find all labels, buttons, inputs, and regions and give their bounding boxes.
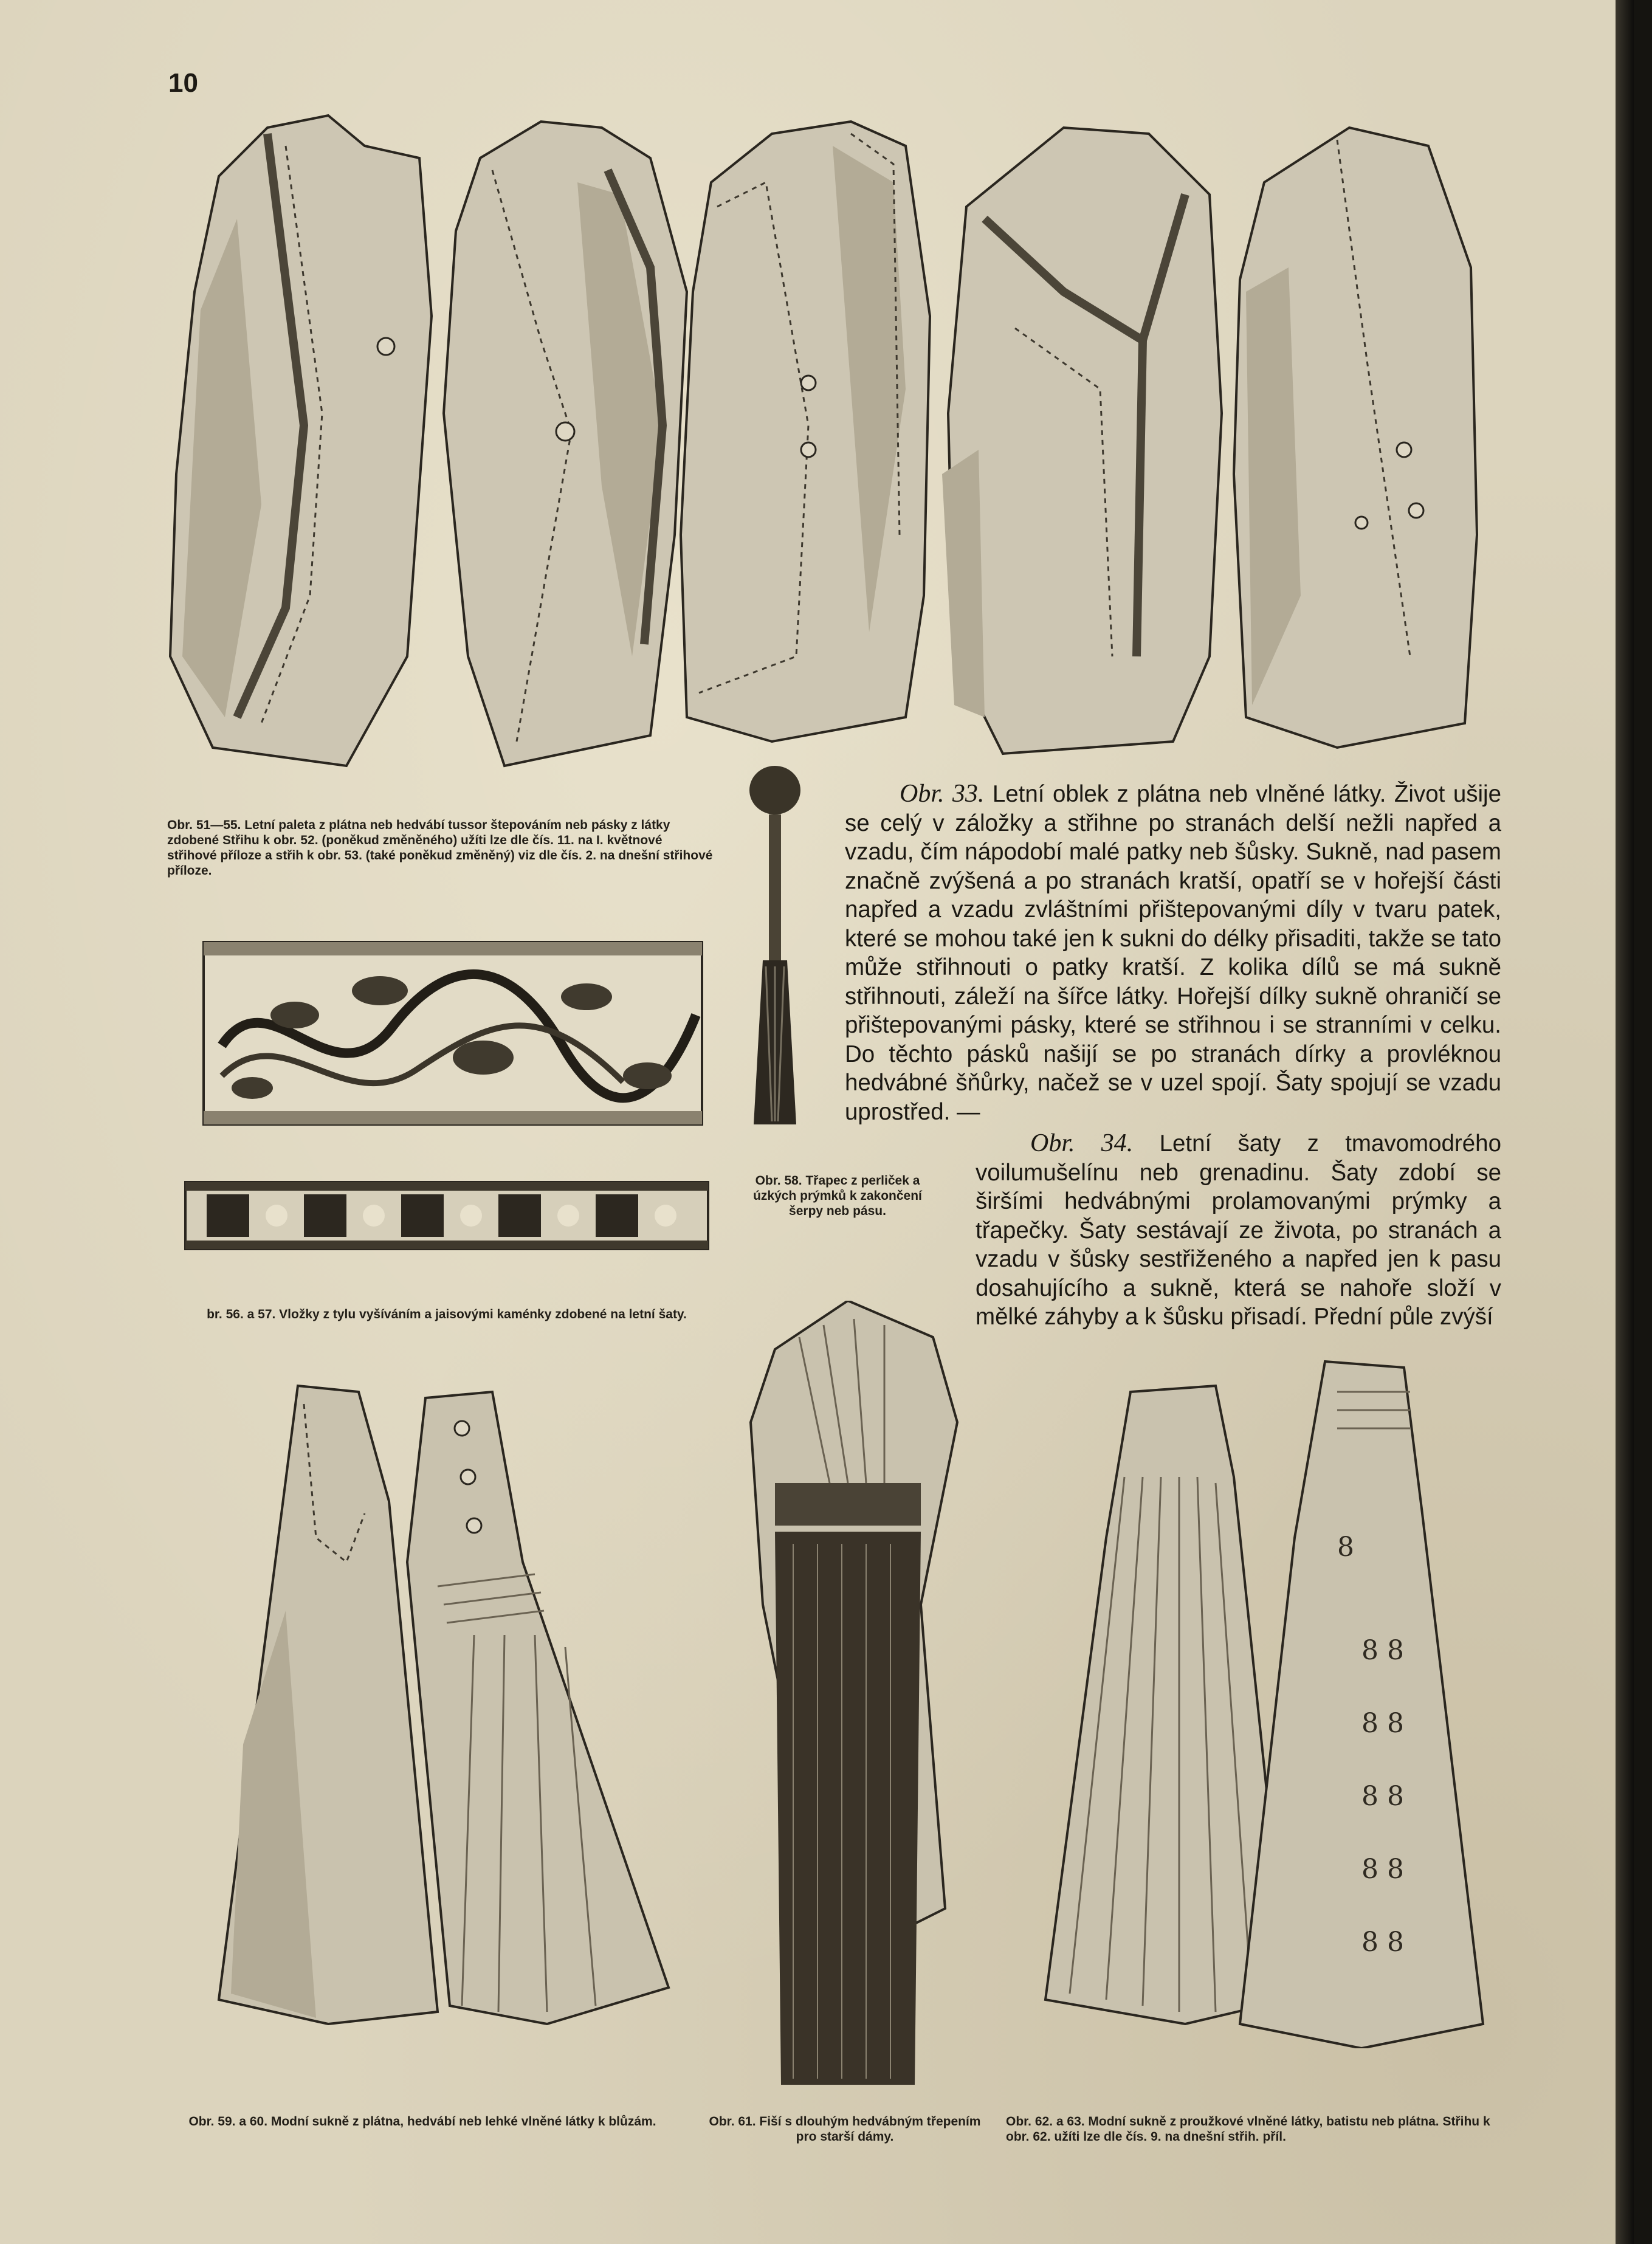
article-body-2 [976,1129,1501,1332]
caption-fig-58: Obr. 58. Třapec z perliček a úzkých prýmků k zakončení šerpy neb pásu. [753,1174,922,1218]
jacket-55 [1234,128,1477,748]
jacket-52 [444,122,687,766]
svg-text:8 8: 8 8 [1361,1927,1404,1958]
paragraph-obr-33 [845,780,1501,1126]
caption-fig-59-60: Obr. 59. a 60. Modní sukně z plátna, hedvábí neb lehké vlněné látky k blůzám. [188,2115,656,2129]
paragraph-2-text: Letní šaty z tmavomodrého voilumušelínu neb grenadinu. Šaty zdobí se širšími hedvábnými prolamovanými prýmky a třapečky. Šaty sestávají ze života, po stranách a vzadu v šůsky sestřiženého a napřed jen k pasu dosahujícího a sukně, která se nahoře složí v mělké záhyby a k šůsku přisadí. Přední půle zvýší [976,1131,1501,1330]
svg-text:8: 8 [1337,1532,1354,1563]
caption-fig-61: Obr. 61. Fiší s dlouhým hedvábným třepením pro starší dámy. [709,2115,981,2144]
figure-ref-33: Obr. 33. [900,780,985,808]
jacket-53 [681,122,930,742]
caption-fig-51-55: Obr. 51—55. Letní paleta z plátna neb hedvábí tussor štepováním neb pásky z látky zdobené Střihu k obr. 52. (poněkud změněného) užíti lze dle čís. 11. na I. květnové střihové příloze a střih k obr. 53. (také poněkud změněný) viz dle čís. 2. na dnešní střihové příloze. [167,818,713,878]
jacket-54 [942,128,1222,754]
jackets-illustration [164,109,1483,790]
caption-fig-56-57: br. 56. a 57. Vložky z tylu vyšíváním a jaisovými kaménky zdobené na letní šaty. [207,1307,687,1321]
svg-text:8 8: 8 8 [1361,1635,1404,1666]
article-body [845,780,1501,1126]
tassel-illustration [738,760,811,1149]
caption-fig-62-63: Obr. 62. a 63. Modní sukně z proužkové vlněné látky, batistu neb plátna. Střihu k obr. 62. užíti lze dle čís. 9. na dnešní střih. příl. [1006,2115,1490,2144]
jacket-51 [170,115,432,766]
svg-text:8 8: 8 8 [1361,1781,1404,1812]
svg-text:8 8: 8 8 [1361,1854,1404,1885]
lace-insert-illustration [198,924,708,1143]
skirts-59-60-illustration [207,1380,681,2036]
svg-text:8 8: 8 8 [1361,1708,1404,1739]
paragraph-obr-34 [976,1129,1501,1332]
page-edge [1616,0,1634,2244]
skirts-62-63-illustration [1033,1355,1495,2048]
beaded-band-illustration [182,1176,711,1255]
page-number: 10 [168,68,198,98]
figure-ref-34: Obr. 34. [1030,1129,1134,1157]
fichu-illustration [738,1301,969,2091]
paragraph-1-text: Letní oblek z plátna neb vlněné látky. Život ušije se celý v záložky a střihne po stranách delší nežli napřed a vzadu, čím nápodobí malé patky neb šůsky. Sukně, nad pasem značně zvýšená a po stranách kratší, opatří se v hořejší části napřed a vzadu zvláštními přištepovanými díly v tvaru patek, které se mohou také jen k sukni do délky přisaditi, takže se tato může střihnouti o patky kratší. Z kolika dílů se má sukně střihnouti, záleží na šířce látky. Hořejší dílky sukně ohraničí se přištepovanými pásky, které se střihnou i se stranními v celku. Do těchto pásků našijí se po stranách dírky a provléknou hedvábné šňůrky, načež se v uzel spojí. Šaty spojují se vzadu uprostřed. — [845,781,1502,1125]
